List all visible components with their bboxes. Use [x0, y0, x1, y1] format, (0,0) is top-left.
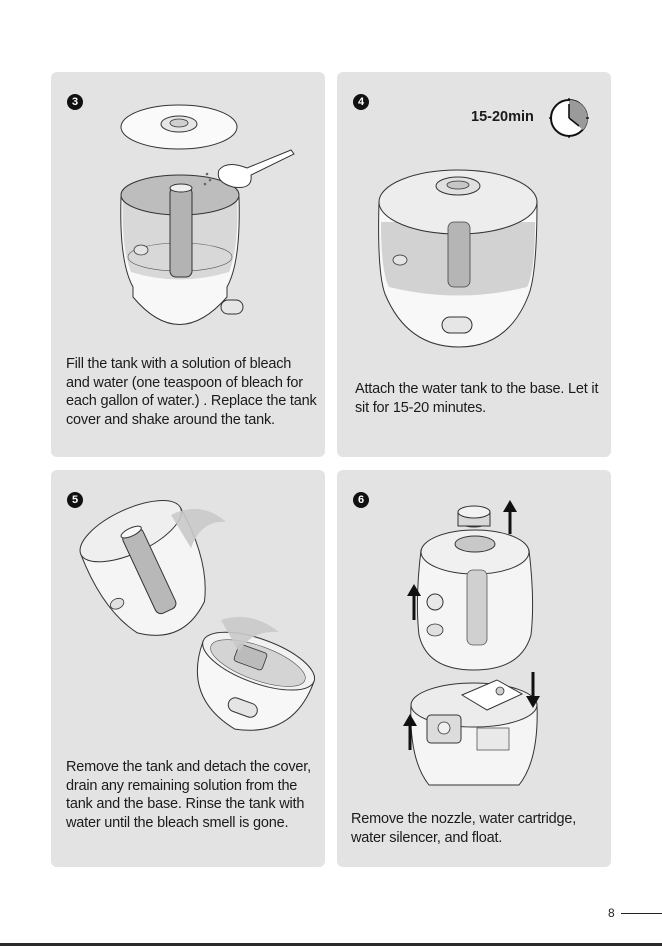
step-number-badge: 5 — [67, 492, 83, 508]
tank-draining-illustration — [51, 470, 325, 755]
humidifier-wait-illustration — [337, 72, 611, 372]
step-number-badge: 4 — [353, 94, 369, 110]
step-number-badge: 6 — [353, 492, 369, 508]
step-instruction-text: Fill the tank with a solution of bleach and water (one teaspoon of bleach for each gallon of water.) . Replace the tank cover and shake around the tank. — [66, 356, 317, 428]
timer-duration-label: 15-20min — [471, 109, 534, 125]
step-instruction-text: Remove the nozzle, water cartridge, water silencer, and float. — [351, 811, 577, 846]
clock-icon — [549, 98, 589, 138]
step-number-badge: 3 — [67, 94, 83, 110]
step-3-panel — [51, 72, 325, 457]
page-number-rule — [621, 913, 662, 914]
step-6-panel — [337, 470, 611, 867]
step-instruction-text: Remove the tank and detach the cover, drain any remaining solution from the tank and the base. Rinse the tank with water until the bleach smell is gone. — [66, 759, 311, 831]
step-4-panel — [337, 72, 611, 457]
step-5-panel — [51, 470, 325, 867]
disassembly-illustration — [337, 470, 611, 800]
step-instruction-text: Attach the water tank to the base. Let it sit for 15-20 minutes. — [355, 381, 599, 416]
page-number: 8 — [608, 906, 615, 920]
humidifier-bleach-illustration — [51, 72, 325, 352]
